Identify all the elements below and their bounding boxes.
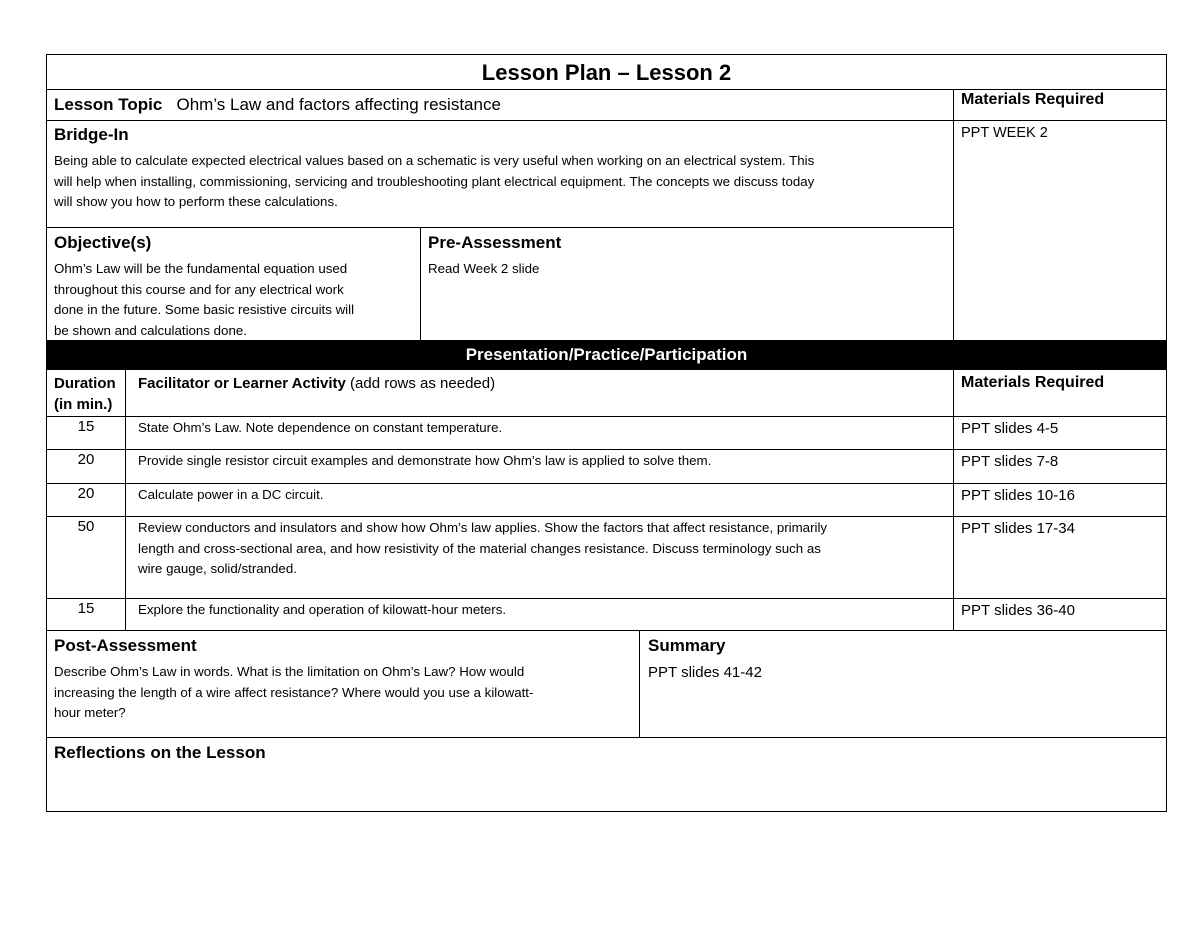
activity-materials-header: Materials Required <box>961 374 1105 391</box>
pre-assessment-heading: Pre-Assessment <box>428 233 562 252</box>
activity-cell: State Ohm’s Law. Note dependence on constant temperature. <box>138 420 503 435</box>
materials-required-header: Materials Required <box>961 91 1105 108</box>
materials-cell: PPT slides 4-5 <box>961 420 1059 437</box>
duration-header-line: (in min.) <box>54 396 113 413</box>
activity-line: Review conductors and insulators and show how Ohm’s law applies. Show the factors that affect resistance, primarily <box>138 520 828 535</box>
presentation-band: Presentation/Practice/Participation <box>46 340 1167 370</box>
duration-cell: 20 <box>77 485 95 502</box>
page-title: Lesson Plan – Lesson 2 <box>481 60 732 85</box>
post-assessment-text <box>54 662 634 724</box>
duration-cell: 20 <box>77 451 95 468</box>
post-assessment-line: increasing the length of a wire affect resistance? Where would you use a kilowatt- <box>54 684 534 700</box>
bridge-in-line: will show you how to perform these calculations. <box>54 194 338 209</box>
lesson-plan-table <box>46 54 1167 812</box>
bridge-in-line: Being able to calculate expected electrical values based on a schematic is very useful when working on an electrical system. This <box>54 153 815 168</box>
objectives-line: be shown and calculations done. <box>54 322 247 338</box>
summary-heading: Summary <box>648 636 726 655</box>
rule <box>1166 54 1167 812</box>
rule <box>46 416 1167 417</box>
activity-cell: Provide single resistor circuit examples and demonstrate how Ohm’s law is applied to solve them. <box>138 453 712 468</box>
rule <box>46 737 1167 738</box>
activity-line: length and cross-sectional area, and how resistivity of the material changes resistance. Discuss terminology such as <box>138 540 821 556</box>
duration-header-line: Duration <box>54 375 116 392</box>
reflections-heading: Reflections on the Lesson <box>54 743 266 762</box>
rule <box>46 227 953 228</box>
rule <box>420 227 421 340</box>
rule <box>46 598 1167 599</box>
lesson-topic-value: Ohm’s Law and factors affecting resistance <box>176 95 501 114</box>
objectives-line: Ohm’s Law will be the fundamental equation used <box>54 261 348 276</box>
activity-header-note: (add rows as needed) <box>345 375 496 392</box>
rule <box>46 54 1167 55</box>
duration-cell: 15 <box>77 418 95 435</box>
activity-header-label: Facilitator or Learner Activity <box>138 375 346 392</box>
rule <box>46 483 1167 484</box>
rule <box>46 630 1167 631</box>
bridge-in-text <box>54 151 949 213</box>
bridge-in-line: will help when installing, commissioning, servicing and troubleshooting plant electrical equipment. The concepts we discuss today <box>54 173 815 189</box>
objectives-line: throughout this course and for any electrical work <box>54 281 344 297</box>
materials-cell: PPT slides 10-16 <box>961 487 1075 504</box>
lesson-topic-label: Lesson Topic <box>54 95 163 114</box>
duration-cell: 15 <box>77 600 95 617</box>
duration-header <box>54 373 116 415</box>
post-assessment-line: Describe Ohm’s Law in words. What is the limitation on Ohm’s Law? How would <box>54 664 525 679</box>
bridge-in-heading: Bridge-In <box>54 125 129 144</box>
materials-cell: PPT slides 36-40 <box>961 602 1075 619</box>
rule <box>46 449 1167 450</box>
rule <box>46 516 1167 517</box>
activity-cell: Explore the functionality and operation of kilowatt-hour meters. <box>138 602 507 617</box>
rule <box>639 630 640 737</box>
rule <box>46 120 1167 121</box>
materials-cell: PPT slides 7-8 <box>961 453 1059 470</box>
rule <box>953 370 954 630</box>
materials-top: PPT WEEK 2 <box>961 125 1048 141</box>
activity-cell <box>138 518 948 580</box>
objectives-line: done in the future. Some basic resistive circuits will <box>54 302 355 317</box>
post-assessment-line: hour meter? <box>54 705 126 720</box>
activity-header <box>138 373 495 394</box>
materials-cell: PPT slides 17-34 <box>961 520 1075 537</box>
activity-line: wire gauge, solid/stranded. <box>138 561 297 576</box>
objectives-text <box>54 259 416 341</box>
duration-cell: 50 <box>77 518 95 535</box>
post-assessment-heading: Post-Assessment <box>54 636 197 655</box>
summary-text: PPT slides 41-42 <box>648 664 762 681</box>
objectives-heading: Objective(s) <box>54 233 152 252</box>
pre-assessment-text: Read Week 2 slide <box>428 261 540 276</box>
rule <box>953 89 954 340</box>
rule <box>46 811 1167 812</box>
lesson-topic <box>54 94 501 115</box>
activity-cell: Calculate power in a DC circuit. <box>138 487 324 502</box>
